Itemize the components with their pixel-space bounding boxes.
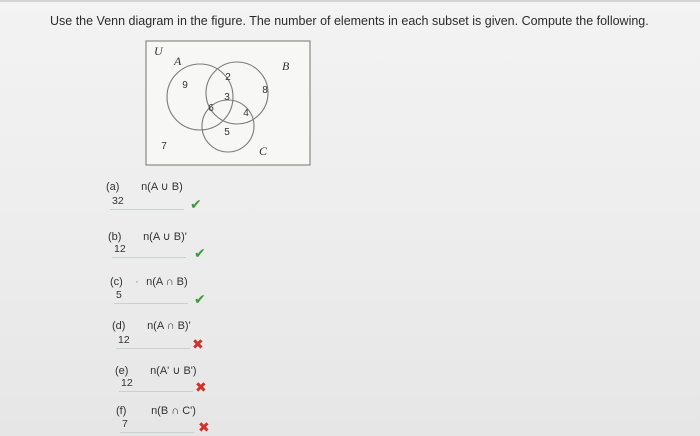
region-abc: 3 bbox=[224, 92, 230, 103]
question-part: (a) bbox=[106, 181, 120, 193]
question-part: (b) bbox=[108, 231, 122, 243]
question-b bbox=[108, 230, 228, 266]
venn-diagram bbox=[145, 40, 311, 166]
region-ab-only: 2 bbox=[225, 72, 231, 83]
region-outside: 7 bbox=[161, 141, 167, 152]
region-a-only: 9 bbox=[182, 80, 188, 91]
answer-input-b[interactable] bbox=[112, 242, 186, 258]
region-bc-only: 4 bbox=[243, 108, 249, 119]
incorrect-x-icon: ✖ bbox=[195, 379, 207, 395]
answer-input-f[interactable] bbox=[120, 417, 194, 433]
question-part: (c) bbox=[110, 276, 123, 288]
region-b-only: 8 bbox=[262, 85, 268, 96]
question-part: (f) bbox=[116, 405, 127, 417]
question-expression: n(A ∩ B) bbox=[146, 276, 188, 288]
question-part: (e) bbox=[115, 365, 129, 377]
set-c-label: C bbox=[259, 144, 268, 158]
set-b-label: B bbox=[282, 59, 290, 73]
question-f bbox=[116, 405, 236, 435]
question-expression: n(A' ∪ B') bbox=[150, 365, 197, 377]
question-d bbox=[112, 320, 232, 356]
top-divider bbox=[0, 0, 700, 2]
question-part: (d) bbox=[112, 320, 126, 332]
question-expression: n(A ∪ B) bbox=[141, 181, 183, 193]
correct-check-icon: ✔ bbox=[194, 245, 206, 261]
set-a-label: A bbox=[174, 54, 182, 68]
question-expression: n(B ∩ C') bbox=[151, 405, 196, 417]
answer-input-c[interactable] bbox=[114, 288, 188, 304]
region-ac-only: 6 bbox=[208, 103, 214, 114]
answer-input-e[interactable] bbox=[119, 376, 193, 392]
answer-input-a[interactable] bbox=[110, 194, 184, 210]
correct-check-icon: ✔ bbox=[194, 291, 206, 307]
question-e bbox=[115, 364, 235, 400]
question-a bbox=[106, 180, 226, 216]
answer-input-d[interactable] bbox=[116, 333, 190, 349]
universe-label: U bbox=[154, 44, 163, 58]
incorrect-x-icon: ✖ bbox=[192, 336, 204, 352]
question-instructions: Use the Venn diagram in the figure. The number of elements in each subset is given. Compute the following. bbox=[50, 14, 649, 28]
question-c: (c) · n(A ∩ B) 5 ✔ bbox=[110, 276, 230, 312]
incorrect-x-icon: ✖ bbox=[198, 419, 210, 435]
question-expression: n(A ∩ B)' bbox=[147, 320, 191, 332]
region-c-only: 5 bbox=[224, 127, 230, 138]
question-expression: n(A ∪ B)' bbox=[143, 231, 187, 243]
correct-check-icon: ✔ bbox=[190, 196, 202, 212]
